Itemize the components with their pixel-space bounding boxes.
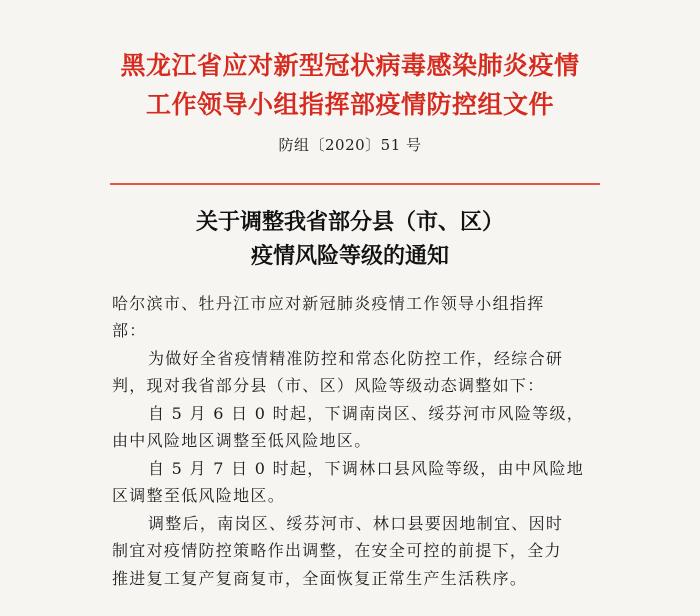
body-line: 自 5 月 7 日 0 时起，下调林口县风险等级，由中风险地 <box>148 459 585 478</box>
body-line: 推进复工复产复商复市，全面恢复正常生产生活秩序。 <box>112 569 528 588</box>
body-line-addressee: 哈尔滨市、牡丹江市应对新冠肺炎疫情工作领导小组指挥 <box>112 294 545 313</box>
body-line: 调整后，南岗区、绥芬河市、林口县要因地制宜、因时 <box>148 514 564 533</box>
body-line: 自 5 月 6 日 0 时起，下调南岗区、绥芬河市风险等级， <box>148 404 585 423</box>
body-line: 区调整至低风险地区。 <box>112 486 286 505</box>
red-divider-line <box>110 183 600 185</box>
notice-title-line2: 疫情风险等级的通知 <box>250 243 449 269</box>
document-header-title-line1: 黑龙江省应对新型冠状病毒感染肺炎疫情 <box>120 51 580 80</box>
body-line: 判，现对我省部分县（市、区）风险等级动态调整如下： <box>112 376 545 395</box>
notice-title-line1: 关于调整我省部分县（市、区） <box>195 209 504 235</box>
document-header-title-line2: 工作领导小组指挥部疫情防控组文件 <box>145 90 554 119</box>
body-line: 为做好全省疫情精准防控和常态化防控工作，经综合研 <box>148 349 564 368</box>
body-line-addressee-cont: 部： <box>112 321 147 340</box>
body-line: 制宜对疫情防控策略作出调整，在安全可控的前提下，全力 <box>112 541 562 560</box>
document-number: 防组〔2020〕51 号 <box>278 136 422 154</box>
body-line: 由中风险地区调整至低风险地区。 <box>112 431 372 450</box>
